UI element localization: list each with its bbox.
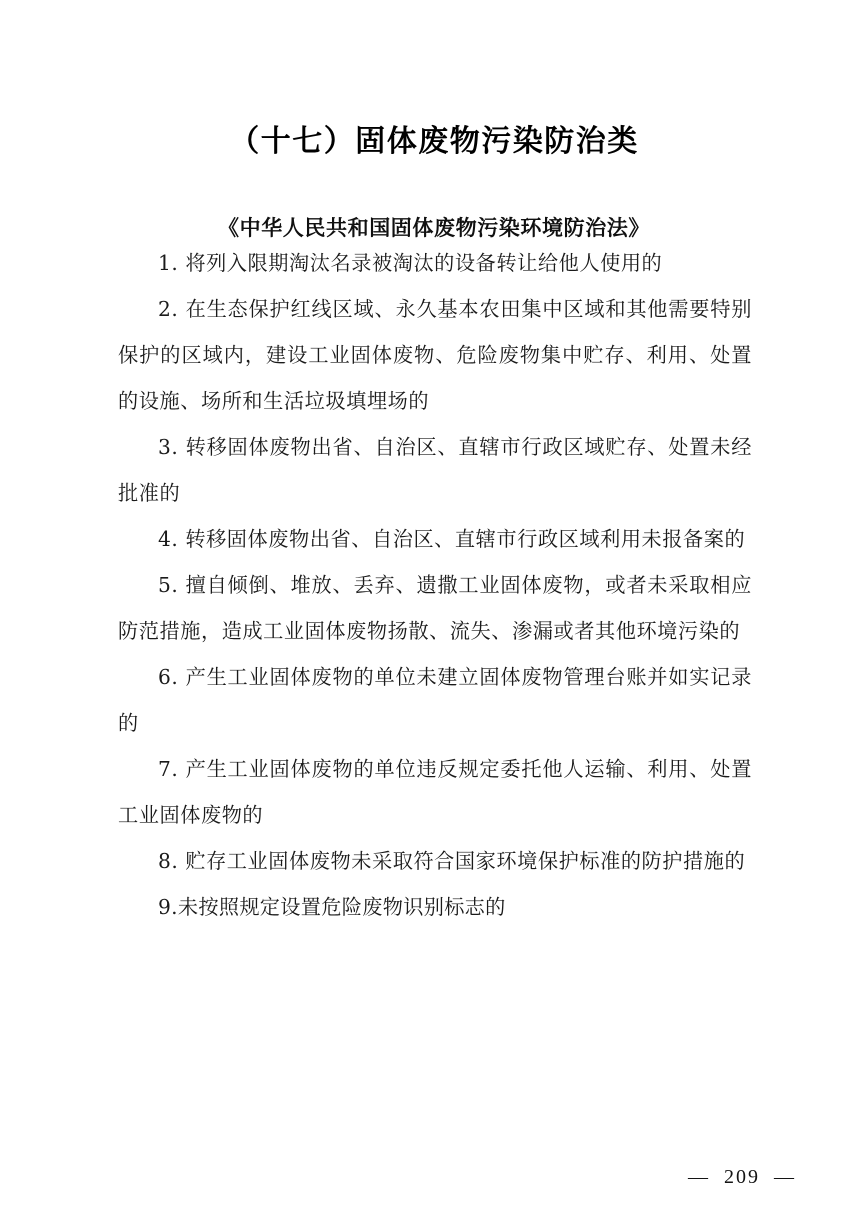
clause-item-6: 6. 产生工业固体废物的单位未建立固体废物管理台账并如实记录的 <box>118 665 752 735</box>
law-title: 《中华人民共和国固体废物污染环境防治法》 <box>218 215 650 241</box>
page-folio: — 209 — <box>688 1166 796 1188</box>
clause-item-9: 9.未按照规定设置危险废物识别标志的 <box>158 895 506 919</box>
clause-item-3: 3. 转移固体废物出省、自治区、直辖市行政区域贮存、处置未经批准的 <box>118 435 752 505</box>
clause-item-1: 1. 将列入限期淘汰名录被淘汰的设备转让给他人使用的 <box>158 251 663 275</box>
clause-list <box>118 240 752 930</box>
clause-item-7: 7. 产生工业固体废物的单位违反规定委托他人运输、利用、处置工业固体废物的 <box>118 757 752 827</box>
clause-item-5: 5. 擅自倾倒、堆放、丢弃、遗撒工业固体废物，或者未采取相应防范措施，造成工业固体废物扬散、流失、渗漏或者其他环境污染的 <box>118 573 752 643</box>
clause-item-4: 4. 转移固体废物出省、自治区、直辖市行政区域利用未报备案的 <box>158 527 746 551</box>
clause-item-2: 2. 在生态保护红线区域、永久基本农田集中区域和其他需要特别保护的区域内，建设工业固体废物、危险废物集中贮存、利用、处置的设施、场所和生活垃圾填埋场的 <box>118 297 752 413</box>
page-title: （十七）固体废物污染防治类 <box>229 124 639 160</box>
clause-item-8: 8. 贮存工业固体废物未采取符合国家环境保护标准的防护措施的 <box>158 849 746 873</box>
